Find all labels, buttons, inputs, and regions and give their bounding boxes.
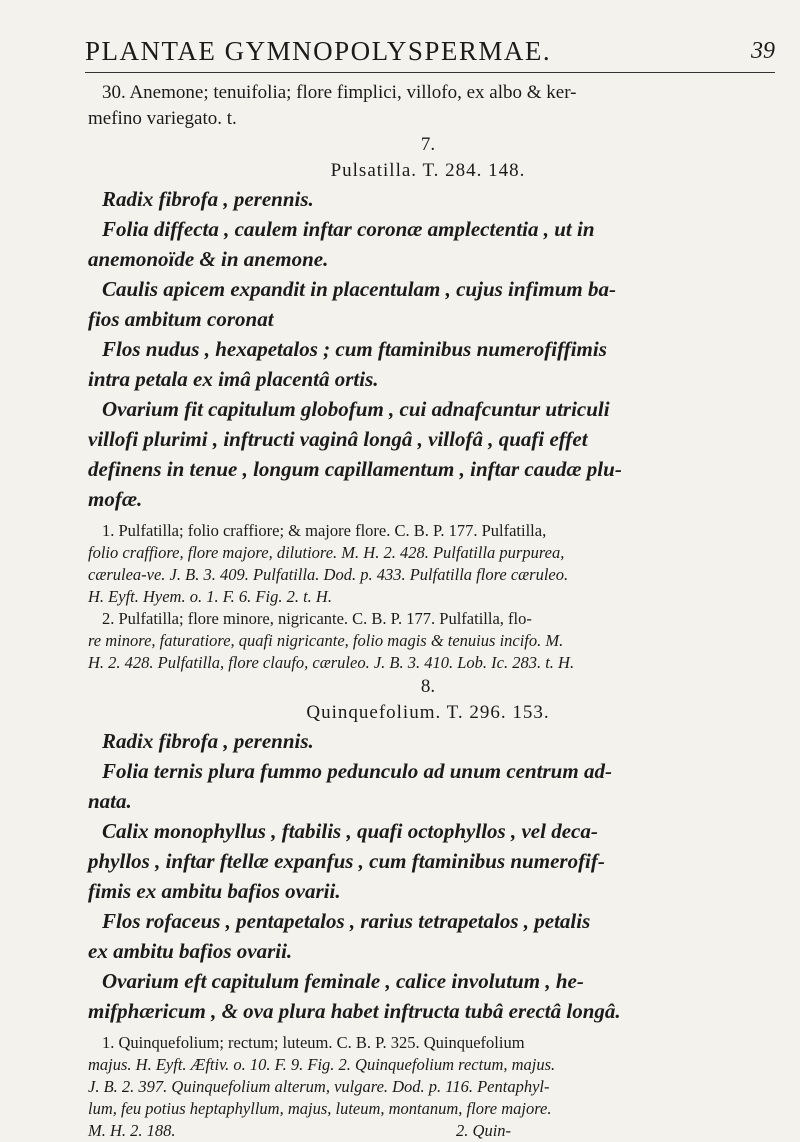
genus-8-desc-line: nata.	[88, 789, 132, 813]
genus-7-species-line: 1. Pulfatilla; folio craffiore; & majore flore. C. B. P. 177. Pulfatilla,	[102, 521, 547, 540]
page-number: 39	[751, 38, 775, 64]
genus-8-desc-line: fimis ex ambitu bafios ovarii.	[88, 879, 341, 903]
genus-7-desc-line: Caulis apicem expandit in placentulam , cujus infimum ba-	[102, 277, 616, 301]
genus-8-species-line: J. B. 2. 397. Quinquefolium alterum, vulgare. Dod. p. 116. Pentaphyl-	[88, 1077, 550, 1096]
running-header	[85, 36, 775, 70]
genus-7-desc-line: Folia diffecta , caulem inftar coronæ amplectentia , ut in	[102, 217, 595, 241]
genus-7-species-line: cærulea-ve. J. B. 3. 409. Pulfatilla. Dod. p. 433. Pulfatilla flore cæruleo.	[88, 565, 569, 584]
genus-8-desc-line: Ovarium eft capitulum feminale , calice involutum , he-	[102, 969, 584, 993]
genus-7-desc-line: Flos nudus , hexapetalos ; cum ftaminibus numerofiffimis	[102, 337, 607, 361]
genus-7-species-line: folio craffiore, flore majore, dilutiore. M. H. 2. 428. Pulfatilla purpurea,	[88, 543, 565, 562]
genus-8-number: 8.	[420, 676, 436, 697]
page-title: PLANTAE GYMNOPOLYSPERMAE.	[85, 36, 552, 66]
genus-7-desc-line: mofæ.	[88, 487, 143, 511]
genus-8-species-line: lum, feu potius heptaphyllum, majus, luteum, montanum, flore majore.	[88, 1099, 552, 1118]
genus-8-species-line: majus. H. Eyft. Æftiv. o. 10. F. 9. Fig. 2. Quinquefolium rectum, majus.	[88, 1055, 556, 1074]
genus-7-heading: Pulsatilla. T. 284. 148.	[330, 160, 526, 181]
genus-7-species-line: H. Eyft. Hyem. o. 1. F. 6. Fig. 2. t. H.	[88, 587, 332, 606]
genus-7-species-line: H. 2. 428. Pulfatilla, flore claufo, cæruleo. J. B. 3. 410. Lob. Ic. 283. t. H.	[88, 653, 575, 672]
genus-8-desc-line: Folia ternis plura fummo pedunculo ad unum centrum ad-	[102, 759, 612, 783]
genus-8-heading: Quinquefolium. T. 296. 153.	[306, 702, 550, 723]
genus-7-desc-line: fios ambitum coronat	[88, 307, 274, 331]
page-body	[88, 80, 768, 1142]
genus-8-species-line: 1. Quinquefolium; rectum; luteum. C. B. P. 325. Quinquefolium	[102, 1033, 525, 1052]
entry-30-line-1: 30. Anemone; tenuifolia; flore fimplici, villofo, ex albo & ker-	[102, 82, 577, 103]
genus-7-desc-line: intra petala ex imâ placentâ ortis.	[88, 367, 379, 391]
genus-8-desc-line: Calix monophyllus , ftabilis , quafi octophyllos , vel deca-	[102, 819, 598, 843]
genus-7-desc-line: definens in tenue , longum capillamentum , inftar caudæ plu-	[88, 457, 622, 481]
entry-30-line-2: mefino variegato. t.	[88, 108, 237, 129]
genus-8-species-line: M. H. 2. 188. 2. Quin-	[88, 1121, 512, 1140]
genus-7-desc-line: Radix fibrofa , perennis.	[102, 187, 314, 211]
genus-7-species-line: re minore, faturatiore, quafi nigricante, folio magis & tenuius incifo. M.	[88, 631, 564, 650]
genus-7-number: 7.	[420, 134, 436, 155]
genus-7-desc-line: Ovarium fit capitulum globofum , cui adnafcuntur utriculi	[102, 397, 610, 421]
genus-8-desc-line: phyllos , inftar ftellæ expanfus , cum ftaminibus numerofif-	[88, 849, 605, 873]
genus-8-desc-line: Flos rofaceus , pentapetalos , rarius tetrapetalos , petalis	[102, 909, 591, 933]
genus-8-desc-line: Radix fibrofa , perennis.	[102, 729, 314, 753]
genus-8-desc-line: ex ambitu bafios ovarii.	[88, 939, 293, 963]
header-rule	[85, 72, 775, 73]
genus-7-desc-line: villofi plurimi , inftructi vaginâ longâ , villofâ , quafi effet	[88, 427, 588, 451]
genus-7-desc-line: anemonoïde & in anemone.	[88, 247, 329, 271]
genus-8-desc-line: mifphæricum , & ova plura habet inftructa tubâ erectâ longâ.	[88, 999, 621, 1023]
genus-7-species-line: 2. Pulfatilla; flore minore, nigricante. C. B. P. 177. Pulfatilla, flo-	[102, 609, 532, 628]
